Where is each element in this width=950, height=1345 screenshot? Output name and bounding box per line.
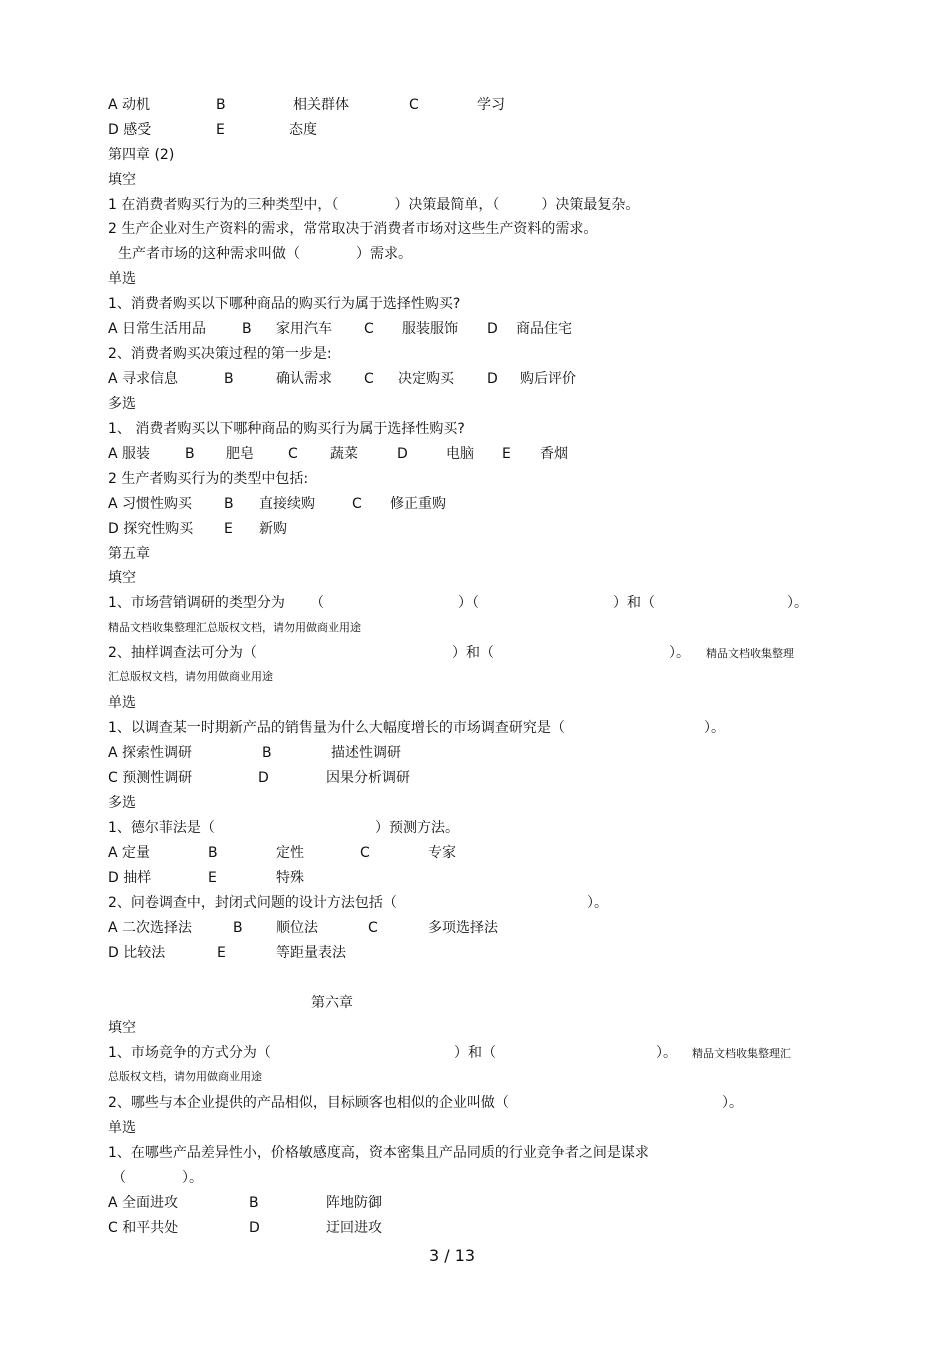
option-d: D 比较法 — [108, 945, 166, 961]
option-e-label: E — [224, 521, 233, 537]
option-c-label: C — [352, 496, 362, 512]
option-d: 迂回进攻 — [326, 1220, 382, 1236]
option-c: 专家 — [428, 845, 456, 861]
question-text: 2、问卷调查中，封闭式问题的设计方法包括（ — [108, 895, 397, 911]
option-b-label: B — [208, 845, 218, 861]
section-heading: 多选 — [108, 795, 136, 811]
question-text: 1、市场竞争的方式分为（ — [108, 1045, 271, 1061]
question-text: 1、 消费者购买以下哪种商品的购买行为属于选择性购买? — [108, 421, 465, 437]
option-d: 商品住宅 — [516, 321, 572, 337]
section-heading: 填空 — [108, 1020, 136, 1036]
option-c-label: C — [364, 321, 374, 337]
option-c-label: C — [360, 845, 370, 861]
option-c-label: C — [288, 446, 298, 462]
chapter-heading: 第四章 (2) — [108, 147, 175, 163]
option-e: 等距量表法 — [276, 945, 346, 961]
watermark-note: 精品文档收集整理汇总版权文档，请勿用做商业用途 — [108, 621, 361, 634]
option-b-label: B — [216, 97, 226, 113]
option-d: D 抽样 — [108, 870, 152, 886]
question-text: 2、消费者购买决策过程的第一步是: — [108, 346, 332, 362]
question-text: 2、哪些与本企业提供的产品相似，目标顾客也相似的企业叫做（ — [108, 1095, 509, 1111]
question-text-tail: ）预测方法。 — [375, 820, 459, 836]
option-c: 决定购买 — [398, 371, 454, 387]
blank-close: ）。 — [722, 1095, 743, 1111]
option-c: 修正重购 — [390, 496, 446, 512]
watermark-note: 总版权文档，请勿用做商业用途 — [108, 1070, 262, 1083]
option-d: 购后评价 — [520, 371, 576, 387]
option-d: D 感受 — [108, 122, 152, 138]
watermark-note: 精品文档收集整理 — [706, 647, 794, 660]
chapter-heading: 第六章 — [311, 995, 353, 1011]
option-b: 家用汽车 — [276, 321, 332, 337]
question-text: 1、德尔菲法是（ — [108, 820, 215, 836]
option-a: A 服装 — [108, 446, 151, 462]
question-text: 1、市场营销调研的类型分为 — [108, 595, 285, 611]
option-e: 特殊 — [276, 870, 304, 886]
question-text: 2 生产企业对生产资料的需求，常常取决于消费者市场对这些生产资料的需求。 — [108, 221, 598, 237]
section-heading: 单选 — [108, 1120, 136, 1136]
option-c: C 和平共处 — [108, 1220, 179, 1236]
option-c-label: C — [368, 920, 378, 936]
watermark-note: 汇总版权文档，请勿用做商业用途 — [108, 670, 273, 683]
section-heading: 单选 — [108, 695, 136, 711]
question-text: 1、消费者购买以下哪种商品的购买行为属于选择性购买? — [108, 296, 461, 312]
section-heading: 填空 — [108, 570, 136, 586]
question-text: 1 在消费者购买行为的三种类型中，（ ）决策最简单，（ ）决策最复杂。 — [108, 197, 640, 213]
option-c: 多项选择法 — [428, 920, 498, 936]
option-d-label: D — [249, 1220, 260, 1236]
question-text: 1、以调查某一时期新产品的销售量为什么大幅度增长的市场调查研究是（ — [108, 720, 565, 736]
option-e-label: E — [208, 870, 217, 886]
option-e-label: E — [216, 122, 225, 138]
option-b: 阵地防御 — [326, 1195, 382, 1211]
question-text: 生产者市场的这种需求叫做（ ）需求。 — [118, 246, 412, 262]
option-b-label: B — [185, 446, 195, 462]
option-b: 直接续购 — [259, 496, 315, 512]
blank-separator: ）和（ — [454, 1045, 496, 1061]
option-d-label: D — [258, 770, 269, 786]
option-b-label: B — [249, 1195, 259, 1211]
option-d-label: D — [397, 446, 408, 462]
watermark-note: 精品文档收集整理汇 — [692, 1047, 791, 1060]
option-b-label: B — [224, 371, 234, 387]
option-c-label: C — [364, 371, 374, 387]
option-e: 新购 — [259, 521, 287, 537]
option-e: 态度 — [289, 122, 317, 138]
option-a: A 定量 — [108, 845, 151, 861]
option-b-label: B — [224, 496, 234, 512]
option-d-label: D — [487, 371, 498, 387]
blank-separator: ）和（ — [613, 595, 655, 611]
blank-open: （ — [310, 595, 324, 611]
blank-close: ）。 — [704, 720, 725, 736]
question-text: 1、在哪些产品差异性小，价格敏感度高，资本密集且产品同质的行业竞争者之间是谋求 — [108, 1145, 649, 1161]
blank-close: ）。 — [669, 645, 690, 661]
option-c: 学习 — [477, 97, 505, 113]
option-b: 定性 — [276, 845, 304, 861]
option-a: A 二次选择法 — [108, 920, 193, 936]
section-heading: 单选 — [108, 271, 136, 287]
option-b: 相关群体 — [293, 97, 349, 113]
option-d: 电脑 — [446, 446, 474, 462]
option-b: 描述性调研 — [331, 745, 401, 761]
option-c: C 预测性调研 — [108, 770, 193, 786]
option-a: A 日常生活用品 — [108, 321, 207, 337]
question-text: 2、抽样调查法可分为（ — [108, 645, 257, 661]
chapter-heading: 第五章 — [108, 546, 150, 562]
blank-separator: ）和（ — [452, 645, 494, 661]
option-e: 香烟 — [540, 446, 568, 462]
option-c-label: C — [409, 97, 419, 113]
option-e-label: E — [502, 446, 511, 462]
option-a: A 寻求信息 — [108, 371, 179, 387]
blank-close: ）。 — [587, 895, 608, 911]
option-a: A 全面进攻 — [108, 1195, 179, 1211]
option-d: 因果分析调研 — [326, 770, 410, 786]
option-b-label: B — [242, 321, 252, 337]
option-a: A 动机 — [108, 97, 151, 113]
blank-separator: ）（ — [458, 595, 479, 611]
option-b: 确认需求 — [276, 371, 332, 387]
option-c: 服装服饰 — [402, 321, 458, 337]
section-heading: 多选 — [108, 396, 136, 412]
option-c: 蔬菜 — [330, 446, 358, 462]
question-text: 2 生产者购买行为的类型中包括: — [108, 471, 309, 487]
option-b: 肥皂 — [226, 446, 254, 462]
section-heading: 填空 — [108, 172, 136, 188]
option-b: 顺位法 — [276, 920, 318, 936]
option-a: A 习惯性购买 — [108, 496, 193, 512]
option-a: A 探索性调研 — [108, 745, 193, 761]
question-text: （ ）。 — [112, 1170, 203, 1186]
page-number: 3 / 13 — [429, 1246, 476, 1265]
option-b-label: B — [262, 745, 272, 761]
option-e-label: E — [217, 945, 226, 961]
blank-close: ）。 — [787, 595, 808, 611]
option-b-label: B — [233, 920, 243, 936]
option-d: D 探究性购买 — [108, 521, 194, 537]
blank-close: ）。 — [656, 1045, 677, 1061]
option-d-label: D — [487, 321, 498, 337]
